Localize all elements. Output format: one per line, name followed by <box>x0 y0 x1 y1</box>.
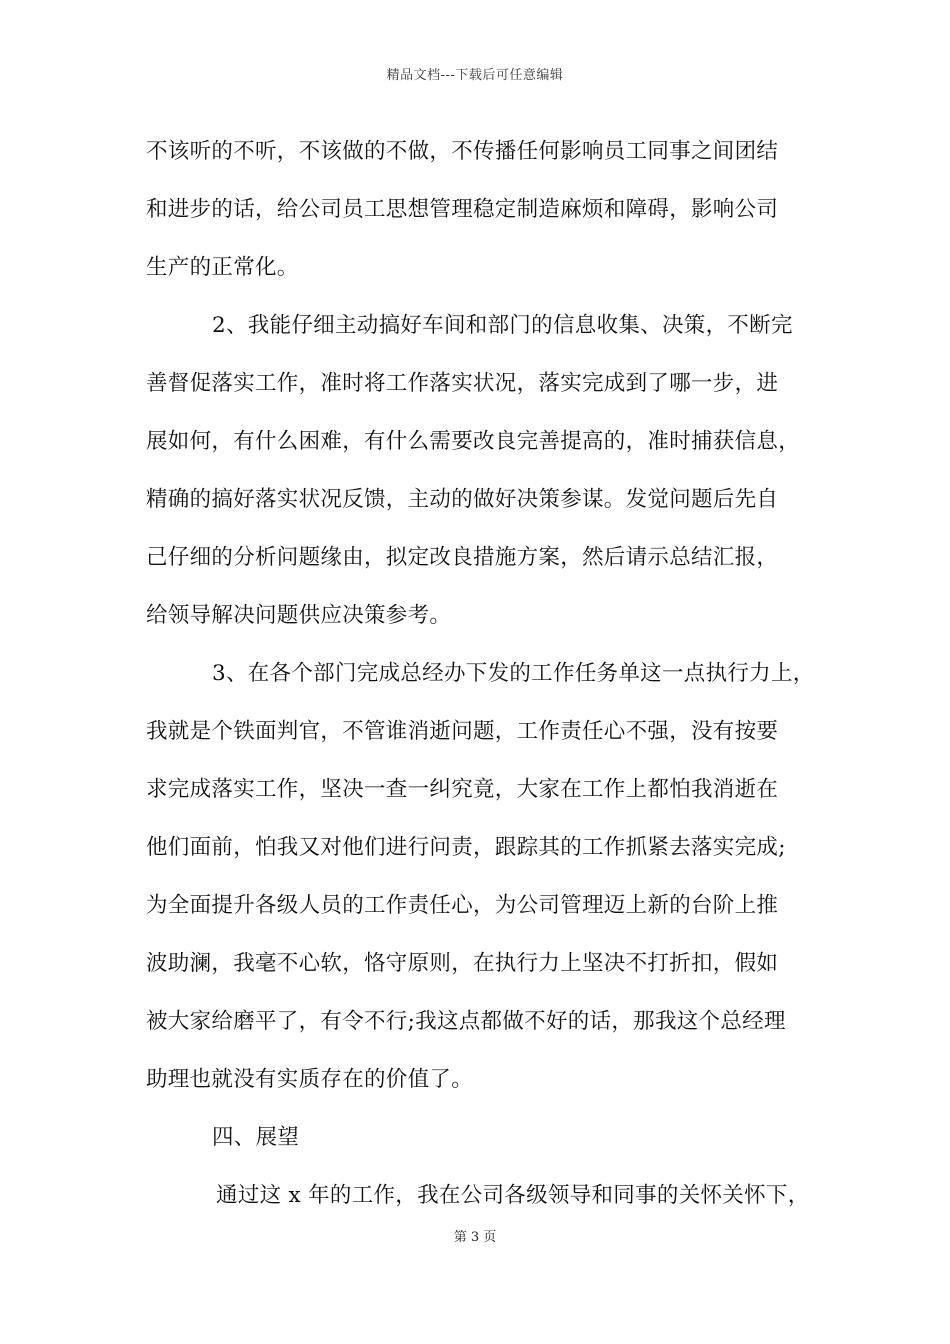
page-header: 精品文档---下载后可任意编辑 <box>386 68 564 83</box>
text-line: 为全面提升各级人员的工作责任心，为公司管理迈上新的台阶上推 <box>146 893 779 918</box>
text-line: 波助澜，我毫不心软，恪守原则，在执行力上坚决不打折扣，假如 <box>146 951 779 976</box>
text-line: 精确的搞好落实状况反馈，主动的做好决策参谋。发觉问题后先自 <box>146 487 779 512</box>
text-line: 助理也就没有实质存在的价值了。 <box>146 1067 474 1092</box>
text-line: 他们面前，怕我又对他们进行问责，跟踪其的工作抓紧去落实完成; <box>146 835 786 860</box>
text-line: 3、在各个部门完成总经办下发的工作任务单这一点执行力上， <box>212 661 815 686</box>
paragraph-4 <box>146 1172 836 1230</box>
text-line: 通过这 x 年的工作，我在公司各级领导和同事的关怀关怀下， <box>216 1183 810 1208</box>
text-line: 生产的正常化。 <box>146 255 299 280</box>
text-line: 被大家给磨平了，有令不行;我这点都做不好的话，那我这个总经理 <box>146 1009 786 1034</box>
text-line: 我就是个铁面判官，不管谁消逝问题，工作责任心不强，没有按要 <box>146 719 779 744</box>
section-heading-text: 四、展望 <box>212 1125 300 1150</box>
paragraph-3 <box>146 650 836 1114</box>
text-line: 善督促落实工作，准时将工作落实状况，落实完成到了哪一步，进 <box>146 371 779 396</box>
page-number: 第 3 页 <box>453 1230 497 1245</box>
text-line: 求完成落实工作，坚决一查一纠究竟，大家在工作上都怕我消逝在 <box>146 777 779 802</box>
text-line: 展如何，有什么困难，有什么需要改良完善提高的，准时捕获信息， <box>146 429 801 454</box>
text-line: 2、我能仔细主动搞好车间和部门的信息收集、决策，不断完 <box>212 313 793 338</box>
paragraph-1 <box>146 128 836 302</box>
text-line: 不该听的不听，不该做的不做，不传播任何影响员工同事之间团结 <box>146 139 779 164</box>
document-body <box>146 128 836 1230</box>
text-line: 给领导解决问题供应决策参考。 <box>146 603 452 628</box>
text-line: 己仔细的分析问题缘由，拟定改良措施方案，然后请示总结汇报， <box>146 545 779 570</box>
section-heading <box>146 1114 836 1172</box>
text-line: 和进步的话，给公司员工思想管理稳定制造麻烦和障碍，影响公司 <box>146 197 779 222</box>
paragraph-2 <box>146 302 836 650</box>
